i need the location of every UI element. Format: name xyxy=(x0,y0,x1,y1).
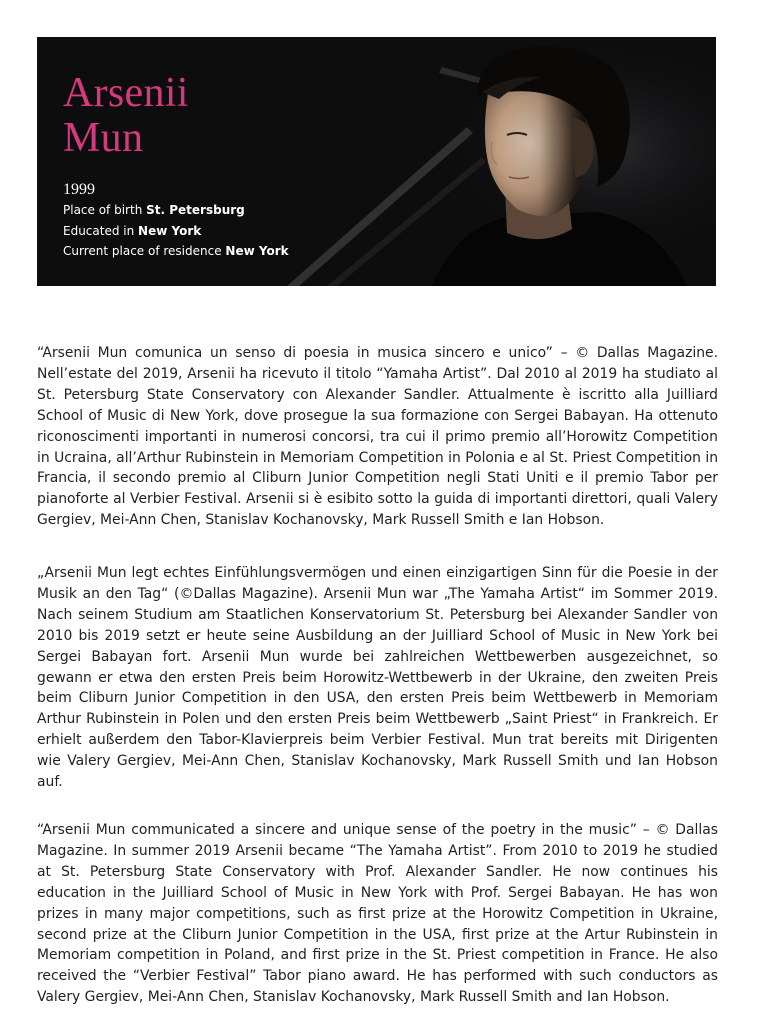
artist-header-banner xyxy=(37,37,716,286)
artist-name xyxy=(63,71,289,161)
fact-value: New York xyxy=(225,244,289,258)
fact-educated-in xyxy=(63,221,289,242)
fact-label: Educated in xyxy=(63,223,135,238)
fact-place-of-birth xyxy=(63,200,289,221)
artist-info-block xyxy=(63,71,289,262)
fact-label: Current place of residence xyxy=(63,244,222,258)
bio-paragraph-english: “Arsenii Mun communicated a sincere and unique sense of the poetry in the music” – © Dallas Magazine. In summer 2019 Arsenii became “The Yamaha Artist”. From 2010 to 2019 he studied at St. Petersburg State Conservatory with Prof. Alexander Sandler. He now continues his education in the Juilliard School of Music in New York with Prof. Sergei Babayan. He has won prizes in many major competitions, such as first prize at the Horowitz Competition in Ukraine, second prize at the Cliburn Junior Competition in the USA, first prize at the Artur Rubinstein in Memoriam competition in Poland, and first prize in the St. Priest competition in France. He also received the “Verbier Festival” Tabor piano award. He has performed with such conductors as Valery Gergiev, Mei-Ann Chen, Stanislav Kochanovsky, Mark Russell Smith and Ian Hobson. xyxy=(37,822,718,1006)
artist-name-line2: Mun xyxy=(63,115,144,161)
fact-current-residence xyxy=(63,241,289,262)
fact-value: St. Petersburg xyxy=(146,203,245,217)
fact-label: Place of birth xyxy=(63,203,143,217)
birth-year: 1999 xyxy=(63,181,95,198)
fact-value: New York xyxy=(138,223,202,238)
bio-paragraph-italian: “Arsenii Mun comunica un senso di poesia in musica sincero e unico” – © Dallas Magazine. Nell’estate del 2019, Arsenii ha ricevuto il titolo “Yamaha Artist”. Dal 2010 al 2019 ha studiato al St. Petersburg State Conservatory con Alexander Sandler. Attualmente è iscritto alla Juilliard School of Music di New York, dove prosegue la sua formazione con Sergei Babayan. Ha ottenuto riconoscimenti importanti in numerosi concorsi, tra cui il primo premio all’Horowitz Competition in Ucraina, all’Arthur Rubinstein in Memoriam Competition in Polonia e al St. Priest Competition in Francia, il secondo premio al Cliburn Junior Competition negli Stati Uniti e il premio Tabor per pianoforte al Verbier Festival. Arsenii si è esibito sotto la guida di importanti direttori, quali Valery Gergiev, Mei-Ann Chen, Stanislav Kochanovsky, Mark Russell Smith e Ian Hobson. xyxy=(37,345,718,529)
bio-paragraph-german: „Arsenii Mun legt echtes Einfühlungsvermögen und einen einzigartigen Sinn für die Poesie in der Musik an den Tag“ (©Dallas Magazine). Arsenii Mun war „The Yamaha Artist“ im Sommer 2019. Nach seinem Studium am Staatlichen Konservatorium St. Petersburg bei Alexander Sandler von 2010 bis 2019 setzt er heute seine Ausbildung an der Juilliard School of Music in New York bei Sergei Babayan fort. Arsenii Mun wurde bei zahlreichen Wettbewerben ausgezeichnet, so gewann er etwa den ersten Preis beim Horowitz-Wettbewerb in der Ukraine, den zweiten Preis beim Cliburn Junior Competition in den USA, den ersten Preis beim Wettbewerb in Memoriam Arthur Rubinstein in Polen und den ersten Preis beim Wettbewerb „Saint Priest“ in Frankreich. Er erhielt außerdem den Tabor-Klavierpreis beim Verbier Festival. Mun trat bereits mit Dirigenten wie Valery Gergiev, Mei-Ann Chen, Stanislav Kochanovsky, Mark Russell Smith und Ian Hobson auf. xyxy=(37,565,718,791)
artist-name-line1: Arsenii xyxy=(63,70,189,116)
